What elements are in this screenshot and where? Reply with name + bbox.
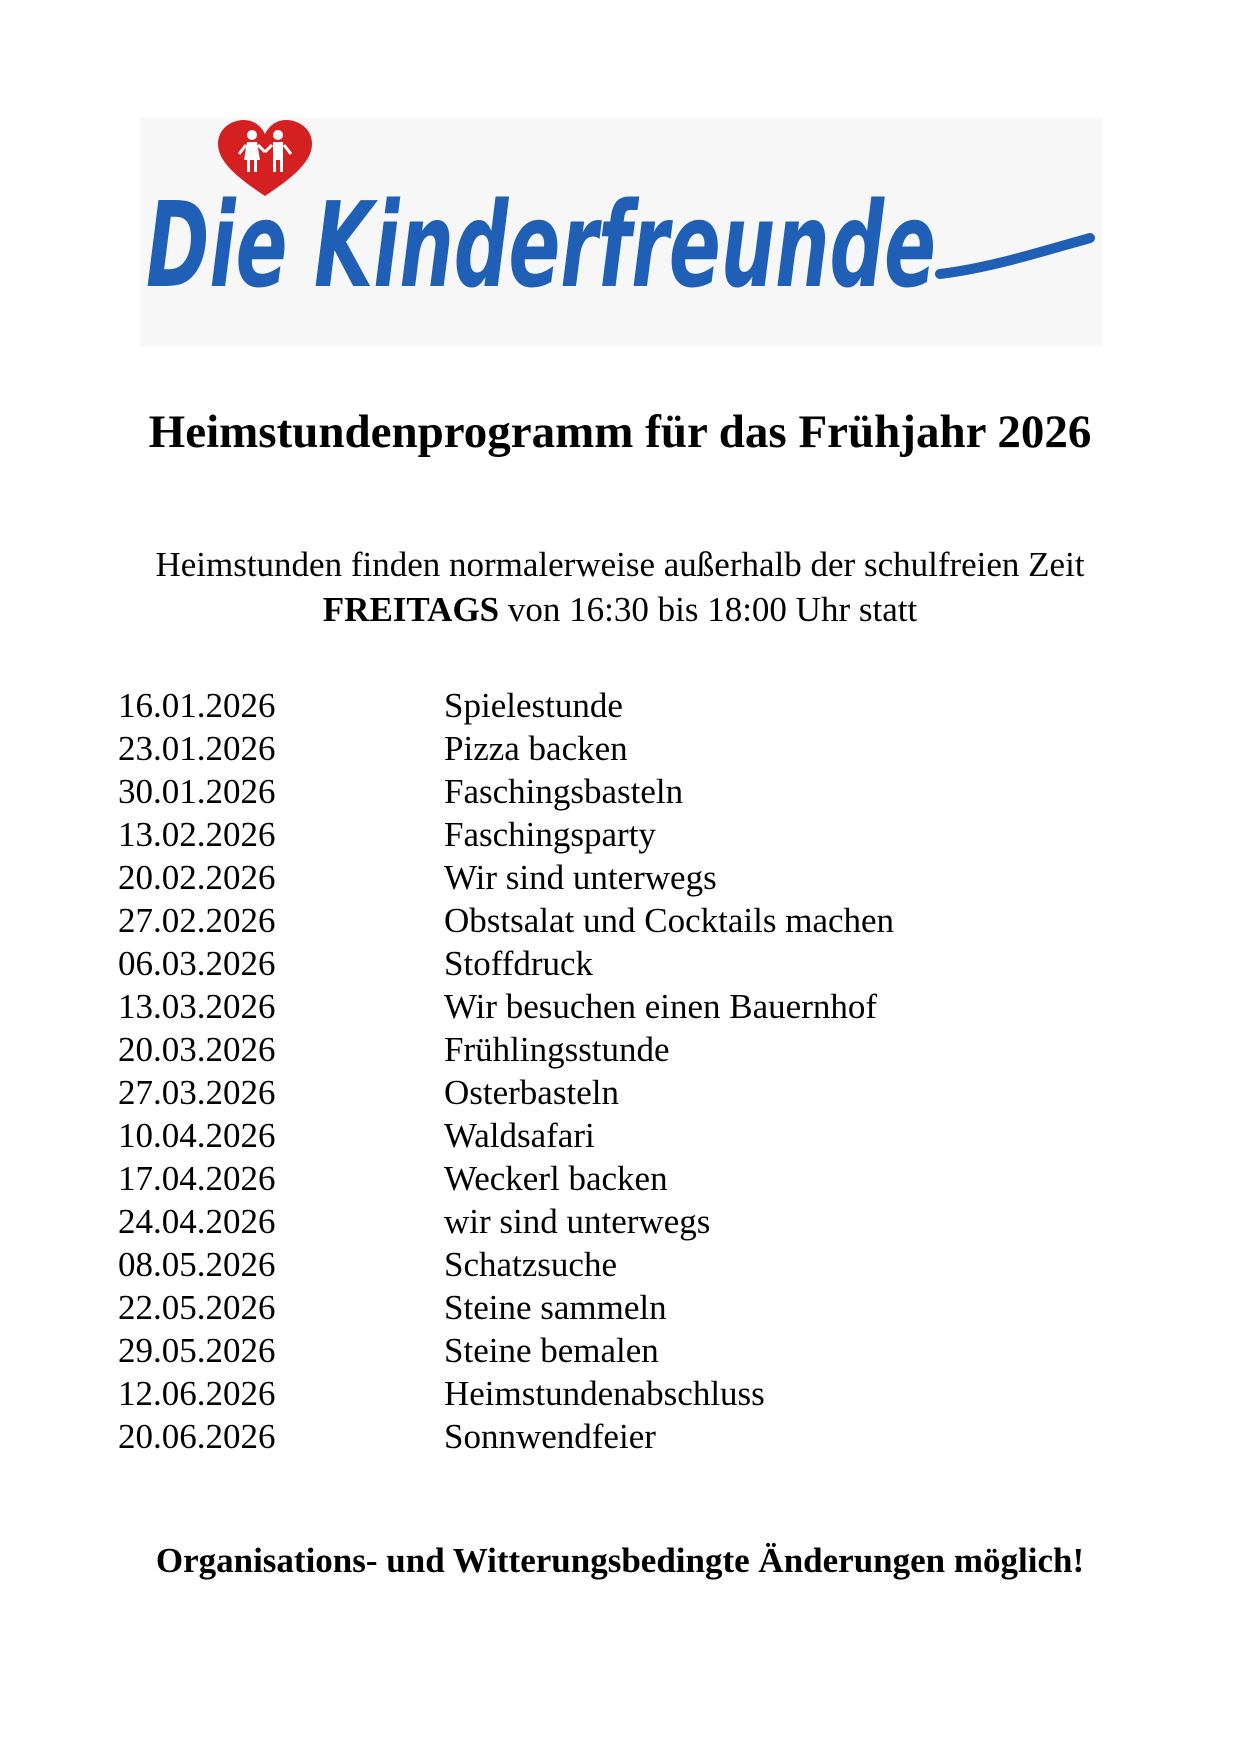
schedule-date: 27.02.2026 [118, 901, 276, 940]
schedule-row [118, 770, 1118, 813]
schedule-row [118, 1157, 1118, 1200]
schedule-row [118, 727, 1118, 770]
schedule-row [118, 1028, 1118, 1071]
schedule-date: 12.06.2026 [118, 1374, 276, 1413]
schedule-row [118, 1200, 1118, 1243]
schedule-date: 23.01.2026 [118, 729, 276, 768]
schedule-date: 20.02.2026 [118, 858, 276, 897]
schedule-row [118, 1329, 1118, 1372]
schedule-activity: Faschingsparty [444, 815, 656, 854]
schedule-date: 22.05.2026 [118, 1288, 276, 1327]
schedule-activity: Schatzsuche [444, 1245, 617, 1284]
kinderfreunde-logo [140, 118, 1102, 346]
schedule-activity: Wir besuchen einen Bauernhof [444, 987, 878, 1026]
schedule-date: 10.04.2026 [118, 1116, 276, 1155]
schedule-date: 20.06.2026 [118, 1417, 276, 1456]
schedule-activity: Stoffdruck [444, 944, 594, 983]
schedule-activity: Steine sammeln [444, 1288, 667, 1327]
schedule-date: 24.04.2026 [118, 1202, 276, 1241]
intro-line-1: Heimstunden finden normalerweise außerhalb der schulfreien Zeit [155, 545, 1085, 584]
schedule-row [118, 985, 1118, 1028]
schedule-activity: Osterbasteln [444, 1073, 619, 1112]
logo-wordmark: Die Kinderfreunde [146, 176, 936, 314]
schedule-activity: Sonnwendfeier [444, 1417, 656, 1456]
schedule-activity: Pizza backen [444, 729, 628, 768]
schedule-date: 13.03.2026 [118, 987, 276, 1026]
schedule-date: 16.01.2026 [118, 686, 276, 725]
logo-swash [940, 238, 1090, 274]
schedule-activity: Faschingsbasteln [444, 772, 684, 811]
schedule-activity: Weckerl backen [444, 1159, 668, 1198]
schedule-date: 27.03.2026 [118, 1073, 276, 1112]
schedule-activity: Waldsafari [444, 1116, 595, 1155]
schedule-date: 29.05.2026 [118, 1331, 276, 1370]
schedule-row [118, 1114, 1118, 1157]
page-title: Heimstundenprogramm für das Frühjahr 2026 [148, 406, 1092, 458]
intro-line-2 [0, 587, 1240, 632]
schedule-row [118, 899, 1118, 942]
schedule-row [118, 1415, 1118, 1458]
schedule-date: 20.03.2026 [118, 1030, 276, 1069]
schedule-row [118, 942, 1118, 985]
schedule-date: 13.02.2026 [118, 815, 276, 854]
schedule-activity: Steine bemalen [444, 1331, 659, 1370]
weekday-emphasis: FREITAGS [322, 590, 500, 629]
changes-notice: Organisations- und Witterungsbedingte Änderungen möglich! [155, 1541, 1085, 1580]
schedule-row [118, 856, 1118, 899]
schedule-date: 30.01.2026 [118, 772, 276, 811]
schedule-date: 17.04.2026 [118, 1159, 276, 1198]
schedule-row [118, 813, 1118, 856]
schedule-row [118, 1071, 1118, 1114]
intro-text [0, 542, 1240, 632]
schedule-activity: Spielestunde [444, 686, 623, 725]
schedule-date: 08.05.2026 [118, 1245, 276, 1284]
schedule-activity: Heimstundenabschluss [444, 1374, 765, 1413]
schedule-row [118, 1286, 1118, 1329]
schedule-activity: wir sind unterwegs [444, 1202, 711, 1241]
schedule-row [118, 1243, 1118, 1286]
schedule-activity: Frühlingsstunde [444, 1030, 670, 1069]
time-info: von 16:30 bis 18:00 Uhr statt [499, 590, 918, 629]
schedule-list [118, 684, 1118, 1458]
schedule-row [118, 1372, 1118, 1415]
schedule-row [118, 684, 1118, 727]
schedule-activity: Wir sind unterwegs [444, 858, 717, 897]
schedule-activity: Obstsalat und Cocktails machen [444, 901, 895, 940]
schedule-date: 06.03.2026 [118, 944, 276, 983]
